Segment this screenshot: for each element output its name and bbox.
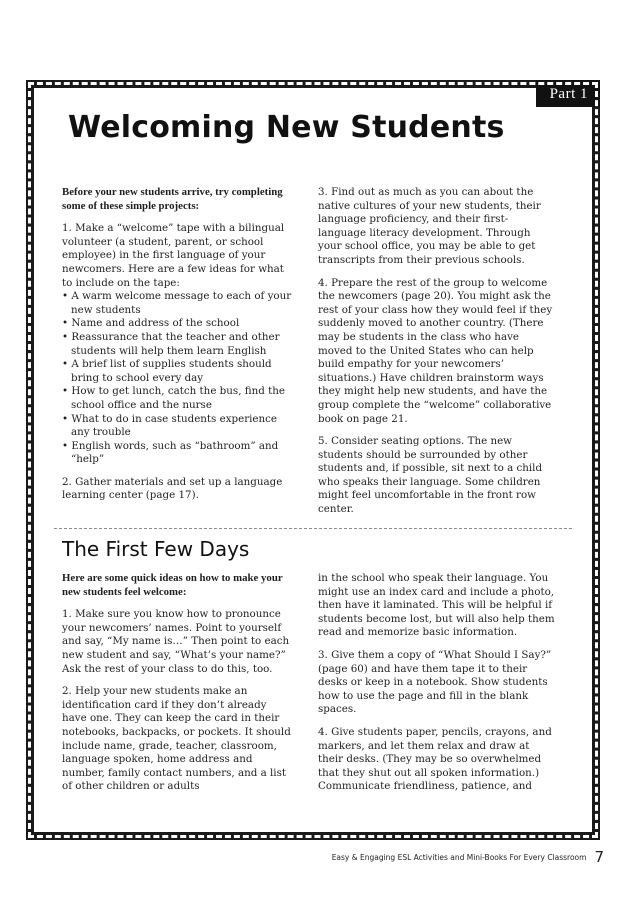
section2-item-1: 1. Make sure you know how to pronounce your newcomers’ names. Point to yourself and say, “My name is…” Then point to each new student and say, “What’s your name?” Ask the rest of your class to do this, too. <box>62 608 290 675</box>
section1-item-4: 4. Prepare the rest of the group to welcome the newcomers (page 20). You might ask the rest of your class how they would feel if they suddenly moved to another country. (There may be students in the class who have moved to the United States who can help build empathy for your newcomers’ situations.) Have children brainstorm ways they might help new students, and have the group complete the “welcome” collaborative book on page 21. <box>318 276 553 425</box>
list-item: • English words, such as “bathroom” and “help” <box>62 439 279 466</box>
section2-left-column <box>62 572 292 803</box>
page-title: Welcoming New Students <box>68 110 505 145</box>
section1-item-3: 3. Find out as much as you can about the native cultures of your new students, their language proficiency, and their first-language literacy development. Through your school office, you may be able to get transcripts from their previous schools. <box>318 186 541 266</box>
section1-intro: Before your new students arrive, try completing some of these simple projects: <box>62 186 283 212</box>
page-frame <box>26 80 600 840</box>
section2-item-2: 2. Help your new students make an identification card if they don’t already have one. They can keep the card in their notebooks, backpacks, or pockets. It should include name, grade, teacher, classroom, language spoken, home address and number, family contact numbers, and a list of other children or adults <box>62 685 291 793</box>
section2-item-2-continued: in the school who speak their language. You might use an index card and include a photo, then have it laminated. This will be helpful if students become lost, but will also help them read and memorize basic information. <box>318 572 555 639</box>
list-item: • What to do in case students experience any trouble <box>62 412 278 439</box>
list-item: • A brief list of supplies students should bring to school every day <box>62 358 272 384</box>
page-footer <box>332 848 604 866</box>
section1-item-1: 1. Make a “welcome” tape with a bilingual volunteer (a student, parent, or school employee) in the first language of your newcomers. Here are a few ideas for what to include on the tape: <box>62 222 285 289</box>
list-item: • Name and address of the school <box>62 317 240 330</box>
section1-item-5: 5. Consider seating options. The new students should be surrounded by other students and, if possible, sit next to a child who speaks their language. Some children might feel uncomfortable in the front row center. <box>318 435 543 516</box>
book-title: Easy & Engaging ESL Activities and Mini-Books For Every Classroom <box>331 853 587 862</box>
section2-item-3: 3. Give them a copy of “What Should I Say?” (page 60) and have them tape it to their desks or keep in a notebook. Show students how to use the page and fill in the blank spaces. <box>318 648 552 716</box>
tape-ideas-list <box>62 290 292 467</box>
section1-left-column <box>62 186 292 512</box>
section1-item-2: 2. Gather materials and set up a language learning center (page 17). <box>62 475 283 502</box>
section2-item-4: 4. Give students paper, pencils, crayons, and markers, and let them relax and draw at their desks. (They may be so overwhelmed that they shut out all spoken information.) Communicate friendliness, patience, and <box>318 725 552 793</box>
list-item: • Reassurance that the teacher and other students will help them learn English <box>62 330 280 357</box>
section2-right-column <box>318 572 556 803</box>
part-label: Part 1 <box>536 80 600 107</box>
list-item: • How to get lunch, catch the bus, find the school office and the nurse <box>62 385 285 411</box>
section2-heading: The First Few Days <box>62 537 250 561</box>
section-divider <box>54 528 572 529</box>
list-item: • A warm welcome message to each of your new students <box>62 290 292 316</box>
page-number: 7 <box>594 848 604 866</box>
section2-intro: Here are some quick ideas on how to make your new students feel welcome: <box>62 572 283 598</box>
section1-right-column <box>318 186 556 526</box>
